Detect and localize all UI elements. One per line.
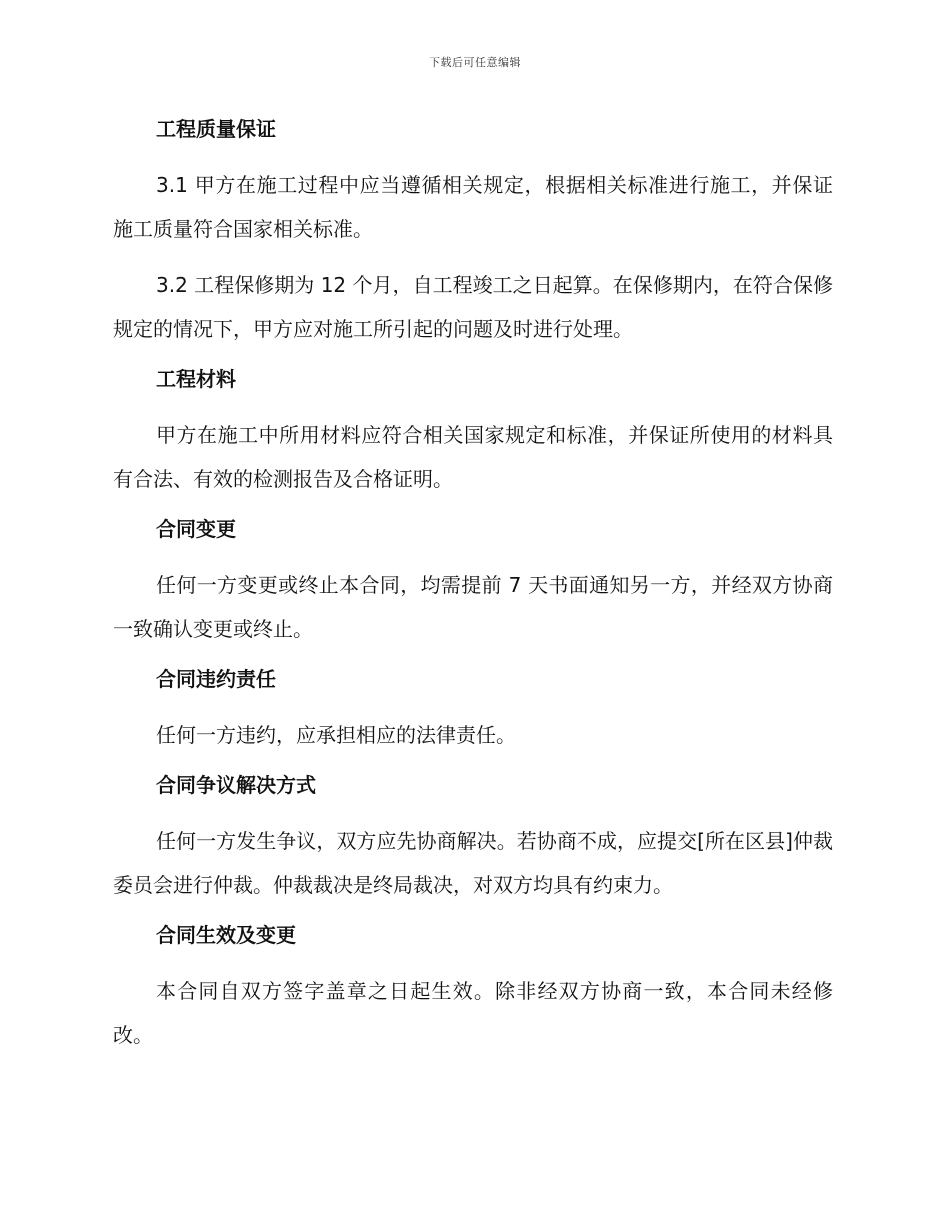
document-body [113, 113, 833, 1069]
section-heading: 工程质量保证 [156, 117, 276, 141]
paragraph: 本合同自双方签字盖章之日起生效。除非经双方协商一致，本合同未经修改。 [113, 979, 833, 1047]
section-heading: 合同变更 [156, 517, 236, 541]
section-materials [113, 363, 833, 501]
paragraph: 任何一方违约，应承担相应的法律责任。 [156, 723, 516, 747]
paragraph: 3.2 工程保修期为 12 个月，自工程竣工之日起算。在保修期内，在符合保修规定的情况下，甲方应对施工所引起的问题及时进行处理。 [113, 273, 833, 341]
paragraph: 3.1 甲方在施工过程中应当遵循相关规定，根据相关标准进行施工，并保证施工质量符合国家相关标准。 [113, 173, 833, 241]
section-contract-change [113, 513, 833, 651]
section-effectiveness [113, 919, 833, 1057]
section-heading: 合同争议解决方式 [156, 773, 316, 797]
paragraph: 任何一方变更或终止本合同，均需提前 7 天书面通知另一方，并经双方协商一致确认变更或终止。 [113, 573, 833, 641]
page-header: 下载后可任意编辑 [429, 56, 521, 69]
section-heading: 工程材料 [156, 367, 236, 391]
section-heading: 合同生效及变更 [156, 923, 296, 947]
section-heading: 合同违约责任 [156, 667, 276, 691]
paragraph: 任何一方发生争议，双方应先协商解决。若协商不成，应提交[所在区县]仲裁委员会进行仲裁。仲裁裁决是终局裁决，对双方均具有约束力。 [113, 829, 833, 897]
paragraph: 甲方在施工中所用材料应符合相关国家规定和标准，并保证所使用的材料具有合法、有效的检测报告及合格证明。 [113, 423, 833, 491]
section-dispute-resolution [113, 769, 833, 907]
section-quality-guarantee [113, 113, 833, 351]
section-breach-liability [113, 663, 833, 757]
